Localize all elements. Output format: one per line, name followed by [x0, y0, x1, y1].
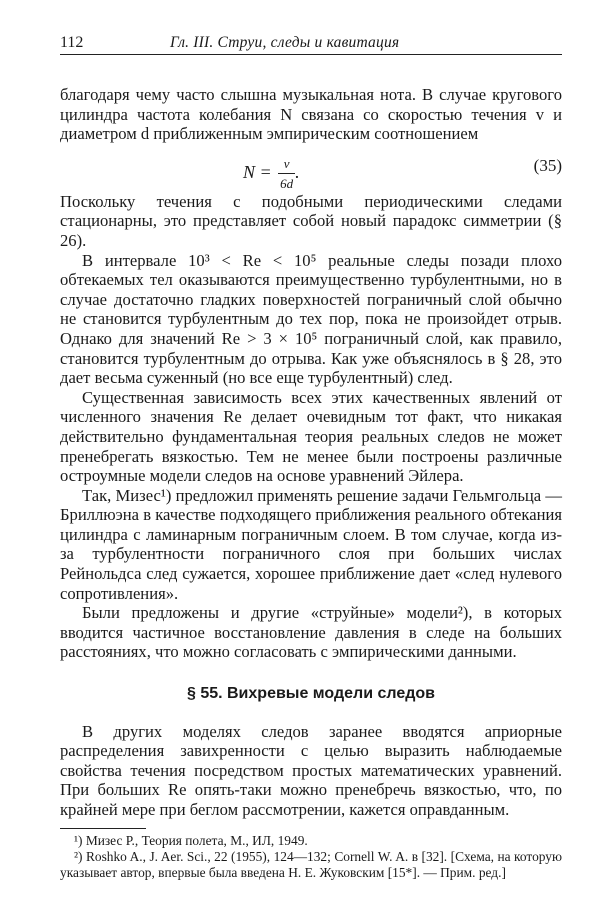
- formula-numerator: v: [278, 154, 295, 175]
- equation-35: [60, 146, 562, 190]
- paragraph: В других моделях следов заранее вводятся априорные распределения завихренности с целью выразить наблюдаемые свойства течения посредством простых математических уравнений. При больших Re опять-таки можно пренебречь вязкостью, что, по крайней мере при беглом рассмотрении, кажется оправданным.: [60, 721, 562, 819]
- main-text: [60, 85, 562, 881]
- paragraph: Существенная зависимость всех этих качественных явлений от численного значения Re делает очевидным тот факт, что никакая действительно фундаментальная теория реальных следов не может пренебрегать вязкостью. Тем не менее были построены различные остроумные модели следов на основе уравнений Эйлера.: [60, 387, 562, 486]
- footnote: ²) Roshko A., J. Aer. Sci., 22 (1955), 124—132; Cornell W. A. в [32]. [Схема, на которую указывает автор, впервые была введена Н. Е. Жуковским [15*]. — Прим. ред.]: [60, 848, 562, 880]
- formula-expression: [243, 154, 300, 194]
- formula-tail: .: [295, 162, 300, 182]
- formula-denominator: 6d: [280, 176, 294, 192]
- section-heading: § 55. Вихревые модели следов: [186, 685, 436, 703]
- running-header: [60, 30, 562, 55]
- formula-lhs: N =: [243, 162, 272, 182]
- footnotes: [60, 833, 562, 881]
- equation-label: (35): [533, 155, 562, 175]
- paragraph: В интервале 10³ < Re < 10⁵ реальные следы позади плохо обтекаемых тел оказываются преимущественно турбулентными, но в случае достаточно гладких поверхностей пограничный слой обычно не становится турбулентным до тех пор, пока не произойдет отрыв. Однако для значений Re > 3 × 10⁵ пограничный слой, как правило, становится турбулентным до отрыва. Как уже объяснялось в § 28, это дает весьма суженный (но все еще турбулентный) след.: [60, 250, 562, 388]
- footnote: ¹) Мизес Р., Теория полета, М., ИЛ, 1949.: [74, 832, 308, 848]
- paragraph: Были предложены и другие «струйные» модели²), в которых вводится частичное восстановление давления в следе на больших расстояниях, что можно согласовать с эмпирическими данными.: [60, 603, 562, 662]
- paragraph: Так, Мизес¹) предложил применять решение задачи Гельмгольца — Бриллюэна в качестве подходящего приближения реального обтекания цилиндра с ламинарным пограничным слоем. В том случае, когда из-за турбулентности пограничного слоя при больших числах Рейнольдса след сужается, хорошее приближение дает «след нулевого сопротивления».: [60, 485, 562, 603]
- formula-fraction: [278, 154, 295, 194]
- running-title: Гл. III. Струи, следы и кавитация: [170, 34, 400, 51]
- paragraph: благодаря чему часто слышна музыкальная нота. В случае кругового цилиндра частота колебания N связана со скоростью течения v и диаметром d приближенным эмпирическим соотношением: [60, 85, 562, 144]
- book-page: [60, 30, 562, 881]
- page-number: 112: [60, 34, 84, 51]
- footnote-rule: [60, 828, 146, 829]
- paragraph: Поскольку течения с подобными периодическими следами стационарны, это представляет собой новый парадокс симметрии (§ 26).: [60, 191, 562, 250]
